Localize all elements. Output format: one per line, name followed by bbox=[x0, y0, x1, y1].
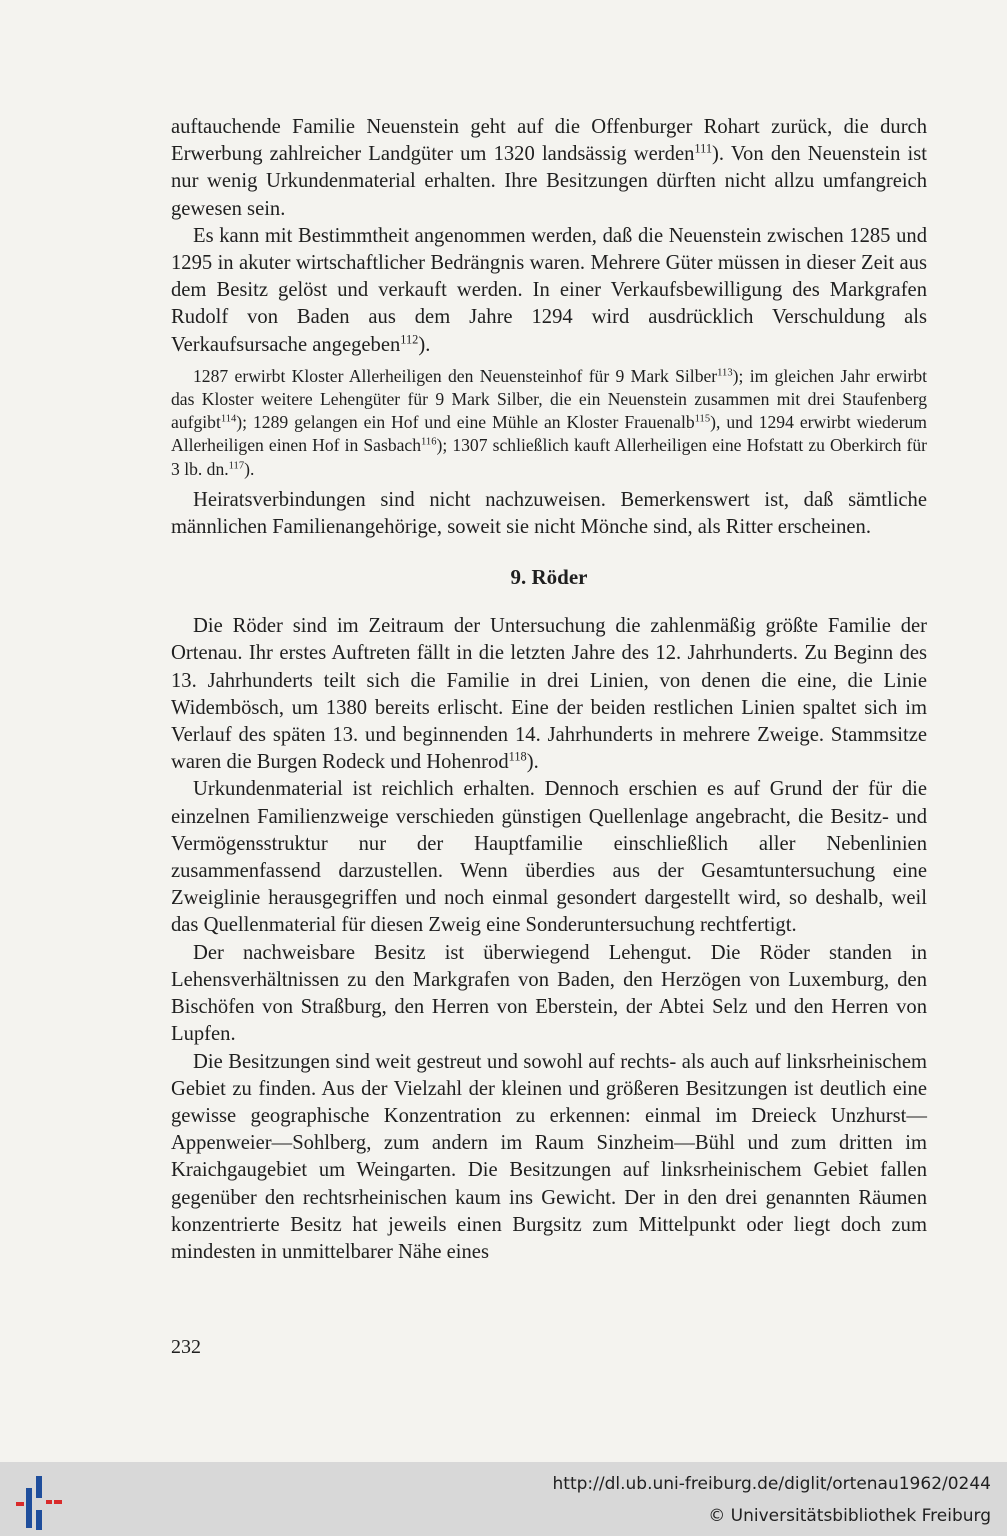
library-logo-icon bbox=[12, 1474, 64, 1532]
copyright-notice: © Universitätsbibliothek Freiburg bbox=[708, 1506, 991, 1526]
page-number: 232 bbox=[171, 1336, 201, 1358]
text-block bbox=[171, 114, 927, 1266]
paragraph-3: Heiratsverbindungen sind nicht nachzuweisen. Bemerkenswert ist, daß sämtliche männlichen Familienangehörige, soweit sie nicht Mönche sind, als Ritter erscheinen. bbox=[171, 488, 927, 539]
paragraph-6: Der nachweisbare Besitz ist überwiegend Lehengut. Die Röder standen in Lehensverhältnissen zu den Markgrafen von Baden, den Herzögen von Luxemburg, den Bischöfen von Straßburg, den Herren von Eberstein, der Abtei Selz und den Herren von Lupfen. bbox=[171, 941, 927, 1046]
viewer-footer bbox=[0, 1462, 1007, 1536]
paragraph-4: Die Röder sind im Zeitraum der Untersuchung die zahlenmäßig größte Familie der Ortenau. Ihr erstes Auftreten fällt in die letzten Jahre des 12. Jahrhunderts. Zu Beginn des 13. Jahrhunderts teilt sich die Familie in drei Linien, von denen die eine, die Linie Widembösch, um 1380 bereits erlischt. Eine der beiden restlichen Linien spaltet sich im Verlauf des späten 13. und beginnenden 14. Jahrhunderts in mehrere Zweige. Stammsitze waren die Burgen Rodeck und Hohenrod$^{118}$). bbox=[171, 615, 927, 774]
source-url-link[interactable]: http://dl.ub.uni-freiburg.de/diglit/ortenau1962/0244 bbox=[552, 1474, 991, 1494]
section-heading: 9. Röder bbox=[510, 565, 588, 590]
paragraph-7: Die Besitzungen sind weit gestreut und sowohl auf rechts- als auch auf linksrheinischem Gebiet zu finden. Aus der Vielzahl der kleinen und größeren Besitzungen ist deutlich eine gewisse geographische Konzentration zu erkennen: einmal im Dreieck Unzhurst—Appenweier—Sohlberg, zum andern im Raum Sinzheim—Bühl und zum dritten im Kraichgaugebiet um Weingarten. Die Besitzungen auf linksrheinischem Gebiet fallen gegenüber den rechtsrheinischen kaum ins Gewicht. Der in den drei genannten Räumen konzentrierte Besitz hat jeweils einen Burgsitz zum Mittelpunkt oder liegt doch zum mindesten in unmittelbarer Nähe eines bbox=[171, 1050, 927, 1263]
footnote-paragraph: 1287 erwirbt Kloster Allerheiligen den Neuensteinhof für 9 Mark Silber$^{113}$); im gleichen Jahr erwirbt das Kloster weitere Lehengüter für 9 Mark Silber, die ein Neuenstein zusammen mit drei Staufenberg aufgibt$^{114}$); 1289 gelangen ein Hof und eine Mühle an Kloster Frauenalb$^{115}$), und 1294 erwirbt wiederum Allerheiligen einen Hof in Sasbach$^{116}$); 1307 schließlich kauft Allerheiligen eine Hofstatt zu Oberkirch für 3 lb. dn.$^{117}$). bbox=[171, 365, 928, 479]
paragraph-5: Urkundenmaterial ist reichlich erhalten. Dennoch erschien es auf Grund der für die einzelnen Familienzweige verschieden günstigen Quellenlage angebracht, die Besitz- und Vermögensstruktur nur der Hauptfamilie einschließlich aller Nebenlinien zusammenfassend darzustellen. Wenn überdies aus der Gesamtuntersuchung eine Zweiglinie herausgegriffen und noch einmal gesondert dargestellt wird, so deshalb, weil das Quellenmaterial für diesen Zweig eine Sonderuntersuchung rechtfertigt. bbox=[171, 778, 927, 937]
paragraph-1: auftauchende Familie Neuenstein geht auf die Offenburger Rohart zurück, die durch Erwerbung zahlreicher Landgüter um 1320 landsässig werden$^{111}$). Von den Neuenstein ist nur wenig Urkundenmaterial erhalten. Ihre Besitzungen dürften nicht allzu umfangreich gewesen sein. bbox=[171, 116, 928, 220]
paragraph-2: Es kann mit Bestimmtheit angenommen werden, daß die Neuenstein zwischen 1285 und 1295 in akuter wirtschaftlicher Bedrängnis waren. Mehrere Güter müssen in dieser Zeit aus dem Besitz gelöst und verkauft werden. In einer Verkaufsbewilligung des Markgrafen Rudolf von Baden aus dem Jahre 1294 wird ausdrücklich Verschuldung als Verkaufsursache angegeben$^{112}$). bbox=[171, 224, 927, 356]
